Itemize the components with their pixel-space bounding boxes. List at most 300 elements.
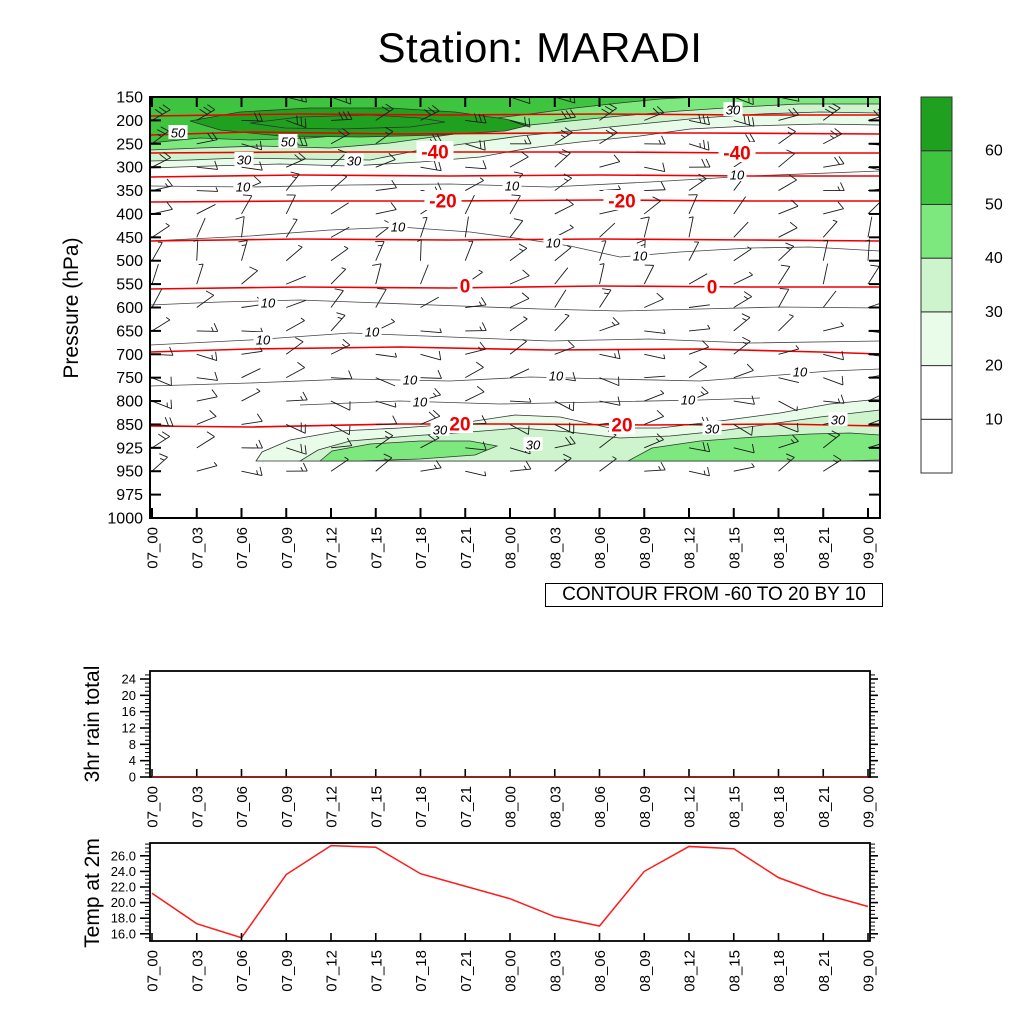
wind-barb: [331, 203, 349, 214]
wind-barb: [465, 217, 468, 238]
time-tick-label: 07_09: [278, 527, 296, 569]
rain-chart-ytick-label: 16: [121, 704, 136, 720]
wind-barb: [286, 338, 303, 355]
wind-barb: [465, 471, 485, 476]
wind-barb: [286, 422, 305, 433]
wind-barb: [331, 370, 352, 378]
wind-barb: [421, 460, 442, 471]
wind-barb: [644, 462, 665, 471]
wind-barb: [331, 401, 350, 410]
isotach-label: 10: [680, 392, 696, 408]
wind-barb: [644, 410, 663, 424]
wind-barb: [152, 223, 170, 237]
wind-barb: [868, 367, 889, 378]
wind-barb: [734, 314, 750, 331]
red-contour-label: -40: [723, 143, 751, 165]
time-tick-label: 07_12: [323, 950, 341, 992]
wind-barb: [734, 396, 755, 405]
wind-barb: [689, 467, 709, 476]
wind-barb: [331, 268, 346, 284]
wind-barb: [555, 290, 566, 308]
wind-barb: [331, 246, 348, 260]
isotach-label: 10: [545, 235, 561, 251]
wind-barb: [376, 416, 397, 425]
isotach-label: 50: [170, 125, 186, 141]
temp-chart-time-labels: [145, 950, 878, 992]
temp-chart-ytick-label: 16.0: [110, 926, 136, 942]
wind-barb: [734, 222, 748, 237]
colorbar-tick-label: 60: [985, 142, 1003, 160]
wind-barb: [197, 410, 216, 424]
wind-barb: [644, 390, 664, 401]
wind-barb: [644, 293, 663, 307]
wind-barb: [465, 85, 485, 97]
wind-barb: [823, 322, 843, 330]
wind-barb: [823, 129, 842, 144]
wind-barb: [510, 219, 523, 238]
pressure-tick-label: 925: [116, 440, 143, 458]
isotach-label: 30: [432, 422, 448, 438]
time-tick-label: 08_12: [681, 786, 699, 828]
wind-barb: [779, 401, 798, 411]
time-tick-label: 08_03: [547, 786, 565, 828]
pressure-tick-label: 300: [116, 159, 143, 177]
pressure-tick-label: 800: [116, 393, 143, 411]
time-tick-label: 07_09: [278, 950, 296, 992]
wind-barb: [331, 313, 345, 331]
rain-chart-time-labels: [145, 786, 878, 828]
temp-chart-minor-ticks: [145, 844, 875, 938]
isotach-label: 10: [260, 295, 276, 311]
time-tick-label: 07_03: [189, 950, 207, 992]
wind-barb: [197, 187, 218, 191]
wind-barb: [242, 195, 252, 214]
upper-cross-section: [150, 81, 889, 476]
wind-barb: [286, 195, 295, 214]
colorbar-tick-label: 20: [985, 357, 1003, 375]
wind-barb: [465, 195, 474, 214]
pressure-tick-labels: [107, 90, 143, 528]
wind-barb: [242, 328, 263, 332]
time-tick-label: 07_21: [457, 527, 475, 569]
temp-chart-ytick-label: 18.0: [110, 910, 136, 926]
wind-barb: [421, 265, 429, 284]
wind-barb: [644, 354, 665, 359]
isotach-label: 10: [255, 332, 271, 348]
wind-barb: [689, 174, 706, 190]
wind-barb: [510, 195, 520, 214]
temp-chart-ytick-label: 22.0: [110, 879, 136, 895]
pressure-tick-label: 200: [116, 112, 143, 130]
wind-barb: [194, 240, 198, 261]
wind-barb: [197, 372, 218, 381]
wind-barb: [197, 81, 215, 97]
colorbar-tick-label: 40: [985, 250, 1003, 268]
red-contour-label: 20: [449, 414, 471, 436]
wind-barb: [242, 267, 258, 284]
wind-barb: [823, 156, 844, 167]
wind-barb: [734, 292, 752, 308]
wind-barb: [197, 218, 205, 237]
time-tick-label: 07_18: [413, 786, 430, 828]
colorbar: [921, 97, 1003, 473]
wind-barb: [734, 272, 753, 284]
temp-chart-frame: [150, 843, 870, 941]
temp-chart-ytick-label: 24.0: [110, 863, 136, 879]
rain-chart-frame: [150, 671, 870, 777]
red-contour-label: 0: [459, 276, 471, 298]
isotach-label: 10: [390, 219, 406, 235]
time-tick-label: 08_00: [502, 527, 520, 569]
wind-barb: [286, 392, 307, 401]
time-tick-label: 08_15: [726, 950, 744, 992]
wind-barb: [465, 386, 484, 401]
time-tick-label: 08_06: [592, 950, 609, 992]
wind-barb: [197, 291, 214, 308]
isotach-label: 30: [346, 153, 362, 169]
wind-barb: [465, 322, 486, 330]
time-tick-label: 07_18: [413, 950, 430, 992]
time-tick-label: 08_00: [502, 786, 520, 828]
wind-barb: [823, 376, 843, 385]
wind-barb: [640, 217, 649, 237]
time-tick-label: 07_18: [413, 527, 430, 569]
red-contour--30: [150, 175, 880, 177]
wind-barb: [331, 227, 349, 237]
wind-barb: [689, 87, 710, 97]
time-tick-label: 08_21: [815, 950, 833, 992]
wind-barb: [286, 463, 307, 471]
wind-barb: [376, 86, 397, 97]
wind-barb: [689, 159, 710, 167]
wind-barb: [823, 83, 842, 97]
pressure-tick-label: 750: [116, 370, 143, 388]
wind-barb: [376, 202, 397, 214]
pressure-tick-label: 150: [116, 89, 143, 107]
time-tick-label: 08_09: [636, 786, 654, 828]
wind-barb: [421, 370, 442, 378]
wind-barb: [197, 432, 215, 448]
wind-barb: [600, 155, 620, 167]
wind-barb: [197, 462, 217, 471]
time-tick-label: 08_03: [547, 527, 565, 569]
pressure-tick-label: 975: [116, 487, 143, 505]
isotach-label: 30: [236, 152, 252, 168]
time-tick-label: 07_03: [189, 527, 207, 569]
rain-chart-ytick-label: 0: [128, 769, 136, 785]
isotach-label: 30: [725, 102, 741, 118]
time-tick-label: 07_21: [457, 786, 475, 828]
time-tick-label: 08_15: [726, 786, 744, 828]
wind-barb: [600, 241, 606, 261]
colorbar-cell: [921, 366, 952, 420]
wind-barb: [286, 245, 302, 260]
wind-barb: [779, 315, 794, 331]
colorbar-tick-label: 50: [985, 196, 1003, 214]
time-tick-label: 07_00: [144, 527, 162, 569]
wind-barb: [779, 243, 794, 261]
wind-barb: [238, 241, 247, 261]
wind-barb: [421, 81, 439, 97]
red-contour--20: [150, 200, 880, 202]
red-contour-label: -40: [421, 142, 449, 164]
wind-barb: [600, 264, 605, 284]
wind-barb: [152, 432, 170, 448]
wind-barb: [644, 329, 665, 333]
isotach-label: 10: [364, 324, 380, 340]
wind-barb: [779, 289, 789, 308]
wind-barb: [152, 242, 162, 261]
wind-barb: [868, 81, 886, 97]
wind-barb: [823, 264, 827, 285]
wind-barb: [331, 339, 350, 354]
isotach-label: 10: [548, 368, 564, 384]
wind-barb: [286, 276, 305, 284]
wind-barb: [152, 317, 170, 330]
time-tick-label: 07_00: [144, 786, 162, 828]
pressure-tick-label: 950: [116, 463, 143, 481]
wind-barb: [510, 317, 527, 331]
colorbar-cell: [921, 97, 952, 151]
wind-barb: [868, 325, 889, 334]
wind-barb: [644, 81, 662, 97]
pressure-tick-label: 400: [116, 206, 143, 224]
time-tick-label: 08_06: [592, 527, 609, 569]
wind-barb: [465, 160, 486, 168]
pressure-tick-label: 650: [116, 323, 143, 341]
wind-barb: [779, 265, 790, 284]
wind-barb: [376, 378, 395, 386]
wind-barb: [510, 339, 527, 354]
isotach-label: 10: [632, 248, 648, 264]
wind-barb: [555, 199, 574, 214]
rain-chart-ytick-label: 4: [128, 753, 136, 769]
colorbar-cell: [921, 419, 952, 473]
temp-chart-ytick-label: 26.0: [110, 848, 136, 864]
colorbar-cell: [921, 312, 952, 366]
colorbar-cell: [921, 151, 952, 205]
wind-barb: [152, 454, 168, 472]
time-tick-label: 07_15: [368, 527, 386, 569]
wind-barb: [375, 241, 384, 260]
wind-barb: [152, 264, 158, 284]
wind-barb: [510, 461, 531, 471]
wind-barb: [197, 204, 216, 214]
wind-barb: [286, 219, 297, 237]
wind-barb: [331, 175, 347, 191]
time-tick-label: 07_21: [457, 950, 475, 992]
time-tick-label: 07_00: [144, 950, 162, 992]
wind-barb: [779, 345, 799, 354]
wind-barb: [510, 270, 529, 284]
time-tick-label: 08_00: [502, 950, 520, 992]
wind-barb: [689, 140, 709, 150]
wind-barb: [868, 294, 888, 307]
rain-chart-ytick-label: 12: [121, 720, 136, 736]
wind-barb: [689, 217, 693, 238]
pressure-tick-label: 600: [116, 300, 143, 317]
wind-barb: [600, 185, 621, 190]
wind-barb: [242, 414, 263, 425]
wind-barb: [376, 353, 397, 357]
isotach-label: 10: [412, 394, 428, 410]
wind-barb: [823, 220, 837, 237]
wind-barb: [152, 179, 172, 191]
wind-barb: [197, 264, 203, 284]
time-tick-label: 07_09: [278, 786, 296, 828]
wind-barb: [823, 202, 843, 214]
wind-barb: [823, 240, 828, 260]
wind-barb: [465, 241, 473, 261]
time-tick-label: 08_12: [681, 527, 699, 569]
wind-barb: [644, 265, 653, 284]
pressure-tick-label: 450: [116, 229, 143, 247]
wind-barb: [510, 293, 529, 308]
temp-chart-ytick-label: 20.0: [110, 895, 136, 911]
rain-chart: [122, 671, 878, 785]
pressure-tick-label: 550: [116, 276, 143, 294]
contour-note-box: CONTOUR FROM -60 TO 20 BY 10: [545, 583, 883, 607]
wind-barb: [331, 289, 343, 308]
time-tick-label: 08_12: [681, 950, 699, 992]
red-contour--10: [150, 239, 880, 241]
wind-barb: [372, 264, 381, 284]
wind-barb: [689, 305, 710, 308]
colorbar-cell: [921, 204, 952, 258]
wind-barb: [600, 317, 620, 330]
isotach-label: 50: [280, 134, 296, 150]
wind-barb: [242, 84, 262, 97]
wind-barb: [421, 297, 439, 307]
wind-barb: [779, 175, 797, 191]
wind-barb: [376, 401, 396, 407]
colorbar-tick-label: 30: [985, 303, 1003, 321]
rain-chart-minor-ticks: [145, 675, 875, 773]
pressure-tick-label: 500: [116, 253, 143, 271]
wind-barb: [689, 325, 710, 331]
wind-barb: [242, 440, 263, 448]
wind-barb: [600, 84, 620, 97]
wind-barb: [779, 127, 796, 144]
isotach-label: 30: [525, 437, 541, 453]
isotach-label: 10: [235, 179, 251, 195]
time-tick-label: 07_12: [323, 527, 341, 569]
time-tick-label: 08_03: [547, 950, 565, 992]
wind-barb: [421, 217, 428, 237]
isotach-label: 10: [792, 364, 808, 380]
rain-axis-label: 3hr rain total: [81, 665, 104, 783]
wind-barb: [197, 390, 218, 401]
wind-barb: [600, 289, 612, 308]
wind-barb: [644, 197, 660, 214]
wind-barb: [600, 397, 621, 406]
wind-barb: [242, 389, 261, 401]
wind-barb: [555, 341, 575, 355]
page-title: Station: MARADI: [377, 24, 703, 71]
time-tick-label: 09_00: [860, 950, 878, 992]
isotach-label: 10: [729, 167, 745, 183]
wind-barb: [152, 87, 173, 97]
time-tick-label: 07_12: [323, 786, 341, 828]
wind-barb: [417, 240, 421, 261]
rain-chart-ytick-label: 20: [121, 687, 136, 703]
wind-barb: [286, 362, 304, 377]
time-tick-label: 08_18: [771, 527, 788, 569]
isotach-label: 10: [402, 372, 418, 388]
wind-barb: [510, 244, 527, 261]
red-contour-label: -20: [608, 191, 636, 213]
time-tick-label: 08_21: [815, 786, 833, 828]
upper-time-labels: [145, 527, 878, 569]
temp-chart-line: [152, 846, 868, 938]
time-tick-label: 08_18: [771, 950, 788, 992]
time-tick-label: 08_15: [726, 527, 744, 569]
rain-chart-ticks: [140, 679, 878, 777]
time-tick-label: 07_06: [234, 786, 251, 828]
time-tick-label: 07_15: [368, 950, 386, 992]
wind-barb: [376, 180, 397, 190]
pressure-tick-label: 700: [116, 346, 143, 364]
time-tick-label: 08_21: [815, 527, 833, 569]
pressure-tick-label: 350: [116, 183, 143, 201]
wind-barb: [242, 467, 263, 476]
pressure-tick-label: 1000: [107, 510, 143, 528]
wind-barb: [510, 369, 529, 378]
red-contour-label: 20: [611, 415, 633, 437]
wind-barb: [823, 182, 844, 190]
wind-barb: [600, 377, 619, 386]
pressure-tick-label: 850: [116, 416, 143, 434]
time-tick-label: 09_00: [860, 527, 878, 569]
wind-barb: [286, 318, 304, 331]
red-contour-label: 0: [706, 277, 718, 299]
wind-barb: [236, 217, 245, 238]
wind-barb: [644, 376, 665, 377]
isotach-label: 30: [704, 421, 720, 437]
wind-barb: [242, 369, 261, 378]
isotach-label: 30: [830, 412, 846, 428]
isotach-line-10: [150, 369, 880, 386]
wind-barb: [779, 200, 799, 214]
wind-barb: [197, 323, 218, 331]
wind-barb: [197, 352, 217, 361]
wind-barb: [644, 182, 665, 191]
time-tick-label: 07_03: [189, 786, 207, 828]
time-tick-label: 08_18: [771, 786, 788, 828]
wind-barb: [510, 398, 531, 402]
wind-barb: [689, 341, 709, 355]
time-tick-label: 07_06: [234, 527, 251, 569]
wind-barb: [688, 195, 697, 214]
wind-barb: [510, 152, 528, 168]
temp-axis-label: Temp at 2m: [81, 838, 104, 948]
wind-barb: [600, 223, 615, 237]
wind-barb: [689, 362, 707, 378]
pressure-axis-label: Pressure (hPa): [60, 237, 83, 379]
time-tick-label: 08_09: [636, 950, 654, 992]
wind-barb: [600, 350, 621, 359]
wind-barb: [421, 351, 441, 360]
wind-barb: [734, 463, 755, 471]
wind-barb: [644, 163, 665, 172]
wind-barb: [734, 364, 754, 378]
colorbar-tick-label: 10: [985, 411, 1003, 429]
wind-barb: [734, 197, 746, 214]
wind-barb: [779, 222, 798, 237]
wind-barb: [555, 268, 568, 284]
wind-barb: [644, 136, 665, 144]
wind-barb: [555, 314, 569, 331]
